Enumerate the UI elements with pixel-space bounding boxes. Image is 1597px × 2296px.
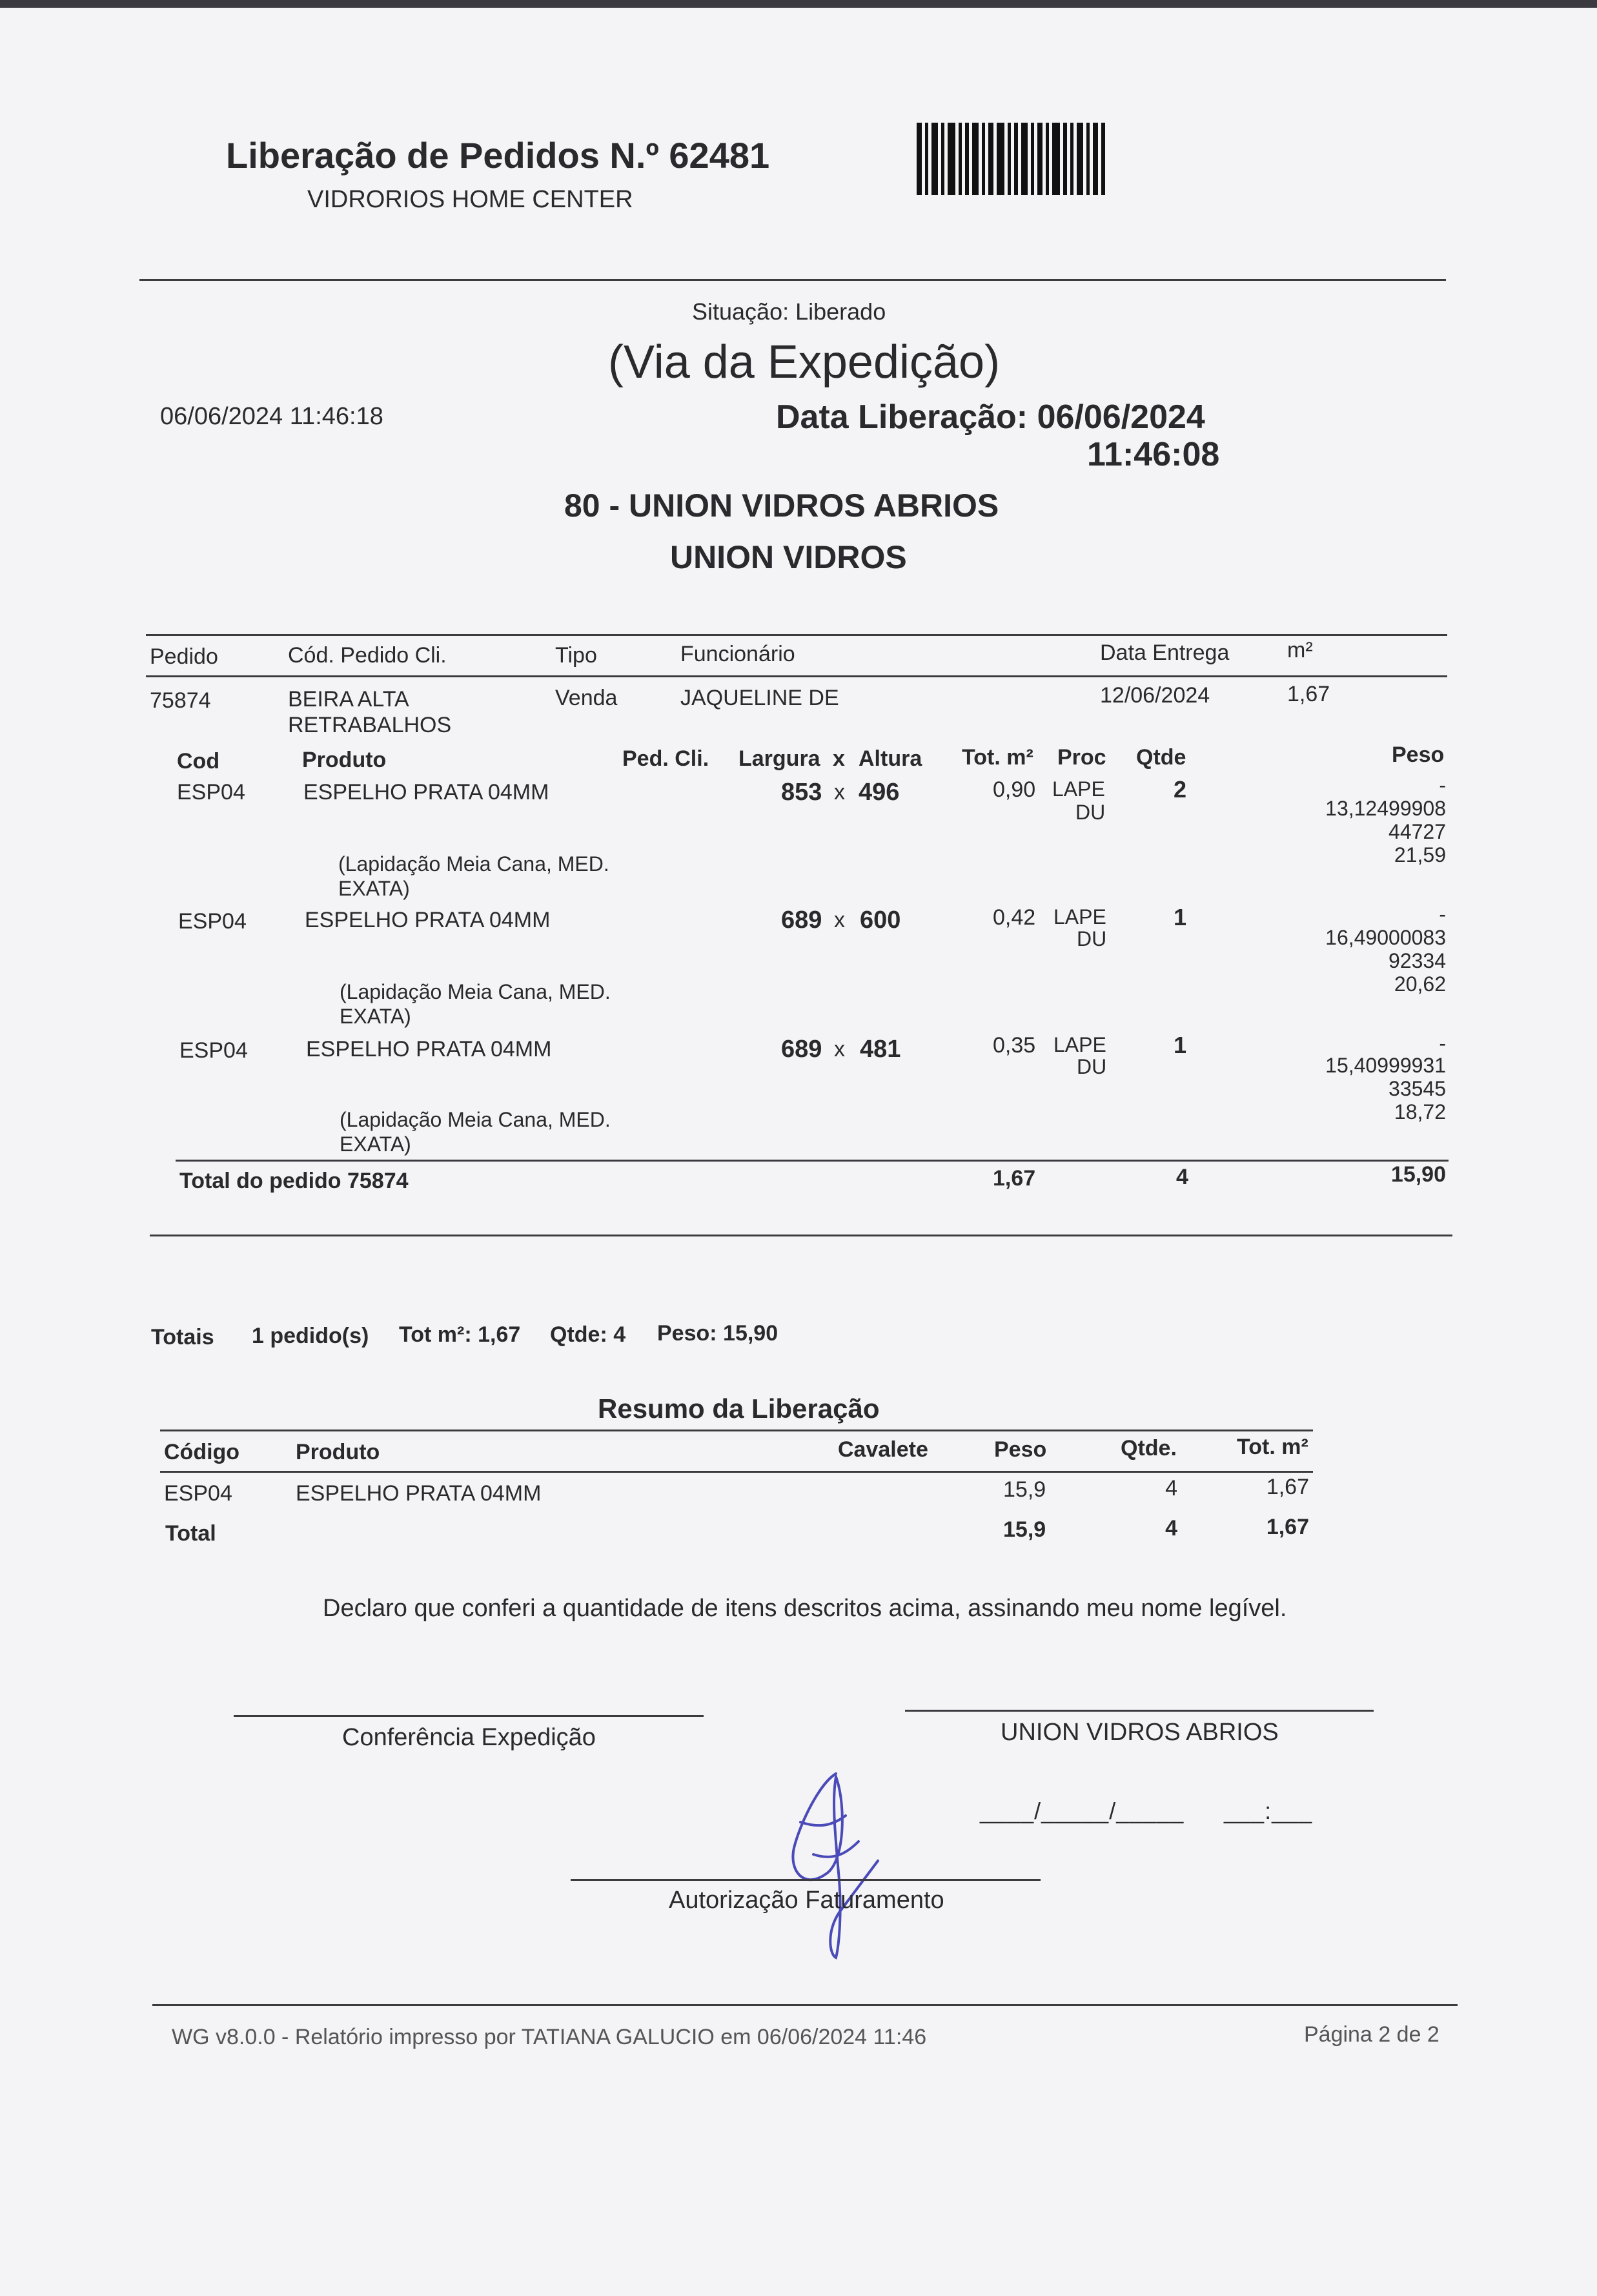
- items-col-ped-cli: Ped. Cli.: [622, 746, 709, 771]
- status-text: Situação: Liberado: [692, 298, 886, 325]
- item-obs: (Lapidação Meia Cana, MED.: [340, 980, 611, 1003]
- item-largura: 853: [781, 779, 822, 806]
- summary-col-peso: Peso: [994, 1437, 1047, 1462]
- summary-total-peso: 15,9: [1003, 1517, 1046, 1542]
- summary-col-tot-m2: Tot. m²: [1237, 1435, 1308, 1459]
- item-proc: LAPE: [1052, 777, 1105, 801]
- item-proc: LAPE: [1053, 1033, 1106, 1056]
- order-total-m2: 1,67: [993, 1166, 1036, 1191]
- item-produto: ESPELHO PRATA 04MM: [303, 780, 549, 805]
- item-peso-value: 18,72: [1394, 1100, 1446, 1123]
- release-date: Data Liberação: 06/06/2024: [776, 398, 1205, 436]
- via-title: (Via da Expedição): [608, 336, 1001, 388]
- signature-label-autorizacao: Autorização Faturamento: [669, 1887, 944, 1914]
- declaration-text: Declaro que conferi a quantidade de itens descritos acima, assinando meu nome legível.: [323, 1595, 1287, 1622]
- item-x: x: [834, 780, 845, 805]
- divider: [139, 279, 1446, 281]
- summary-col-cavalete: Cavalete: [838, 1437, 928, 1462]
- document-title: Liberação de Pedidos N.º 62481: [226, 135, 770, 176]
- item-peso-dash: -: [1439, 903, 1446, 926]
- order-total-qtde: 4: [1176, 1165, 1188, 1189]
- items-col-x: x: [833, 746, 845, 771]
- signature-label-conferencia: Conferência Expedição: [342, 1724, 596, 1751]
- signature-line-company: [905, 1710, 1374, 1712]
- item-largura: 689: [781, 907, 822, 934]
- summary-tot-m2: 1,67: [1266, 1475, 1309, 1499]
- item-produto: ESPELHO PRATA 04MM: [305, 908, 551, 932]
- summary-total-tot-m2: 1,67: [1266, 1515, 1309, 1539]
- summary-total-label: Total: [165, 1521, 216, 1546]
- item-produto: ESPELHO PRATA 04MM: [306, 1037, 552, 1061]
- employee: JAQUELINE DE: [680, 686, 839, 710]
- summary-qtde: 4: [1165, 1476, 1177, 1501]
- divider: [176, 1160, 1449, 1162]
- order-m2: 1,67: [1287, 682, 1330, 706]
- item-tot-m2: 0,90: [993, 777, 1036, 802]
- client-order-code: BEIRA ALTA: [288, 687, 409, 712]
- item-qtde: 2: [1174, 776, 1187, 803]
- item-cod: ESP04: [177, 780, 245, 805]
- item-proc-2: DU: [1077, 1055, 1107, 1078]
- divider: [150, 1235, 1452, 1236]
- item-peso-dash: -: [1439, 774, 1446, 797]
- item-peso-value: 21,59: [1394, 843, 1446, 866]
- col-data-entrega: Data Entrega: [1100, 641, 1230, 665]
- items-col-tot-m2: Tot. m²: [962, 745, 1033, 770]
- item-tot-m2: 0,35: [993, 1033, 1036, 1058]
- item-obs-2: EXATA): [340, 1133, 411, 1156]
- release-time: 11:46:08: [1087, 436, 1220, 473]
- item-obs-2: EXATA): [340, 1005, 411, 1028]
- page-number: Página 2 de 2: [1304, 2022, 1439, 2047]
- time-blank: ___:___: [1224, 1798, 1313, 1824]
- item-peso-value: 20,62: [1394, 972, 1446, 996]
- divider: [160, 1430, 1313, 1431]
- items-col-produto: Produto: [302, 748, 387, 772]
- item-largura: 689: [781, 1036, 822, 1063]
- item-proc-2: DU: [1077, 927, 1107, 950]
- client-order-code-2: RETRABALHOS: [288, 713, 452, 737]
- totals-m2: Tot m²: 1,67: [399, 1322, 521, 1347]
- client-short-name: UNION VIDROS: [670, 539, 907, 575]
- item-altura: 481: [860, 1036, 901, 1063]
- item-obs-2: EXATA): [338, 877, 410, 900]
- item-altura: 600: [860, 907, 901, 934]
- summary-produto: ESPELHO PRATA 04MM: [296, 1481, 542, 1506]
- col-tipo: Tipo: [555, 643, 597, 668]
- item-proc: LAPE: [1053, 905, 1106, 928]
- client-name: 80 - UNION VIDROS ABRIOS: [564, 487, 999, 524]
- totals-peso: Peso: 15,90: [657, 1321, 778, 1346]
- print-datetime: 06/06/2024 11:46:18: [160, 403, 383, 430]
- summary-title: Resumo da Liberação: [598, 1393, 880, 1424]
- col-m2: m²: [1287, 638, 1313, 662]
- delivery-date: 12/06/2024: [1100, 683, 1210, 708]
- handwritten-signature: [775, 1764, 904, 1964]
- divider: [160, 1471, 1313, 1473]
- item-peso: 15,40999931: [1325, 1054, 1446, 1077]
- col-funcionario: Funcionário: [680, 642, 795, 666]
- signature-line-conferencia: [234, 1715, 704, 1717]
- order-total-label: Total do pedido 75874: [179, 1169, 409, 1193]
- item-peso-cont: 44727: [1388, 820, 1446, 843]
- barcode: [917, 123, 1143, 195]
- totals-orders: 1 pedido(s): [252, 1324, 369, 1348]
- item-cod: ESP04: [178, 909, 247, 934]
- item-altura: 496: [859, 779, 900, 806]
- signature-line-autorizacao: [571, 1879, 1041, 1881]
- item-tot-m2: 0,42: [993, 905, 1036, 930]
- totals-label: Totais: [151, 1325, 214, 1349]
- divider: [146, 675, 1447, 677]
- summary-col-produto: Produto: [296, 1440, 380, 1464]
- summary-codigo: ESP04: [164, 1481, 232, 1506]
- item-obs: (Lapidação Meia Cana, MED.: [338, 852, 609, 876]
- items-col-qtde: Qtde: [1136, 745, 1186, 770]
- item-peso: 16,49000083: [1325, 926, 1446, 949]
- col-cod-pedido-cli: Cód. Pedido Cli.: [288, 643, 447, 668]
- items-col-proc: Proc: [1057, 745, 1106, 770]
- items-col-largura: Largura: [738, 746, 820, 771]
- date-blank: ____/_____/_____: [980, 1798, 1185, 1824]
- footer-divider: [152, 2004, 1458, 2006]
- item-qtde: 1: [1174, 1032, 1187, 1058]
- order-number: 75874: [150, 688, 211, 713]
- summary-total-qtde: 4: [1165, 1516, 1177, 1541]
- item-obs: (Lapidação Meia Cana, MED.: [340, 1108, 611, 1131]
- item-peso-cont: 92334: [1388, 949, 1446, 972]
- item-x: x: [834, 1037, 845, 1061]
- totals-qtde: Qtde: 4: [550, 1322, 626, 1347]
- items-col-altura: Altura: [859, 746, 922, 771]
- signature-label-company: UNION VIDROS ABRIOS: [1001, 1719, 1279, 1746]
- item-cod: ESP04: [179, 1038, 248, 1063]
- item-qtde: 1: [1174, 904, 1187, 930]
- col-pedido: Pedido: [150, 644, 218, 669]
- items-col-cod: Cod: [177, 749, 220, 774]
- item-peso: 13,12499908: [1325, 797, 1446, 820]
- items-col-peso: Peso: [1392, 743, 1445, 767]
- summary-col-codigo: Código: [164, 1440, 240, 1464]
- order-total-peso: 15,90: [1390, 1162, 1446, 1187]
- item-peso-cont: 33545: [1388, 1077, 1446, 1100]
- item-peso-dash: -: [1439, 1032, 1446, 1055]
- divider: [146, 634, 1447, 636]
- summary-peso: 15,9: [1003, 1477, 1046, 1502]
- item-proc-2: DU: [1075, 801, 1106, 824]
- summary-col-qtde: Qtde.: [1121, 1436, 1177, 1461]
- item-x: x: [834, 908, 845, 932]
- order-type: Venda: [555, 686, 618, 710]
- footer-print-info: WG v8.0.0 - Relatório impresso por TATIANA GALUCIO em 06/06/2024 11:46: [172, 2025, 927, 2049]
- company-name: VIDRORIOS HOME CENTER: [307, 186, 633, 213]
